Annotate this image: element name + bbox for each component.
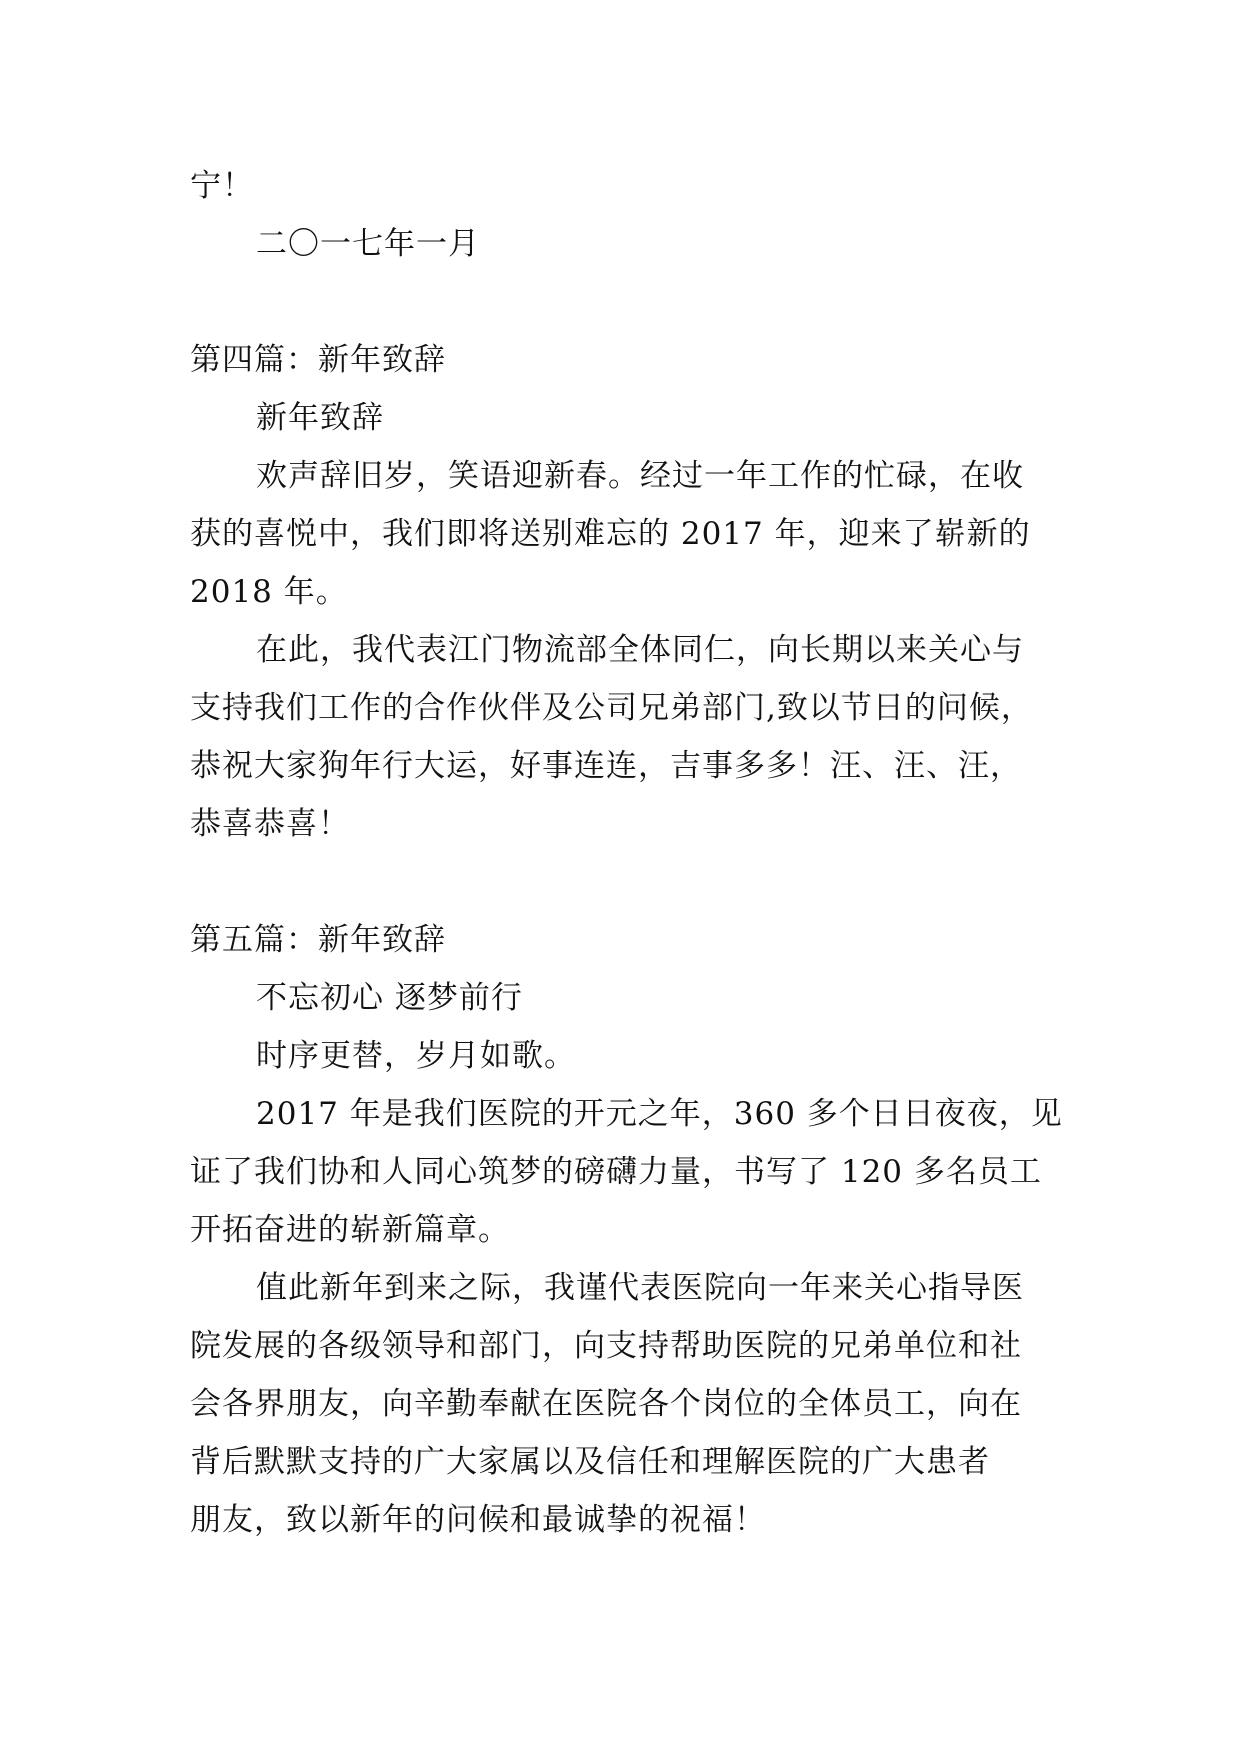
text-line: 值此新年到来之际，我谨代表医院向一年来关心指导医 <box>256 1270 1024 1306</box>
section-heading: 第五篇：新年致辞 <box>190 922 446 958</box>
text-line: 朋友，致以新年的问候和最诚挚的祝福！ <box>190 1502 766 1538</box>
text-line: 背后默默支持的广大家属以及信任和理解医院的广大患者 <box>190 1444 990 1480</box>
date-line: 二〇一七年一月 <box>256 226 480 262</box>
text-line: 获的喜悦中，我们即将送别难忘的 2017 年，迎来了崭新的 <box>190 516 1031 552</box>
text-line: 证了我们协和人同心筑梦的磅礴力量，书写了 120 多名员工 <box>190 1154 1042 1190</box>
text-line: 院发展的各级领导和部门，向支持帮助医院的兄弟单位和社 <box>190 1328 1022 1364</box>
text-line: 恭祝大家狗年行大运，好事连连，吉事多多！汪、汪、汪， <box>190 748 1022 784</box>
text-line: 开拓奋进的崭新篇章。 <box>190 1212 510 1248</box>
text-line: 会各界朋友，向辛勤奉献在医院各个岗位的全体员工，向在 <box>190 1386 1022 1422</box>
text-line: 2018 年。 <box>190 574 348 610</box>
text-line: 支持我们工作的合作伙伴及公司兄弟部门,致以节日的问候， <box>190 690 1033 726</box>
section-heading: 第四篇：新年致辞 <box>190 342 446 378</box>
text-line: 时序更替，岁月如歌。 <box>256 1038 576 1074</box>
text-line: 在此，我代表江门物流部全体同仁，向长期以来关心与 <box>256 632 1024 668</box>
text-line: 欢声辞旧岁，笑语迎新春。经过一年工作的忙碌，在收 <box>256 458 1024 494</box>
text-line: 恭喜恭喜！ <box>190 806 350 842</box>
text-line: 宁！ <box>190 168 254 204</box>
article-title: 不忘初心 逐梦前行 <box>256 980 523 1016</box>
text-line: 2017 年是我们医院的开元之年，360 多个日日夜夜，见 <box>256 1096 1063 1132</box>
article-title: 新年致辞 <box>256 400 384 436</box>
